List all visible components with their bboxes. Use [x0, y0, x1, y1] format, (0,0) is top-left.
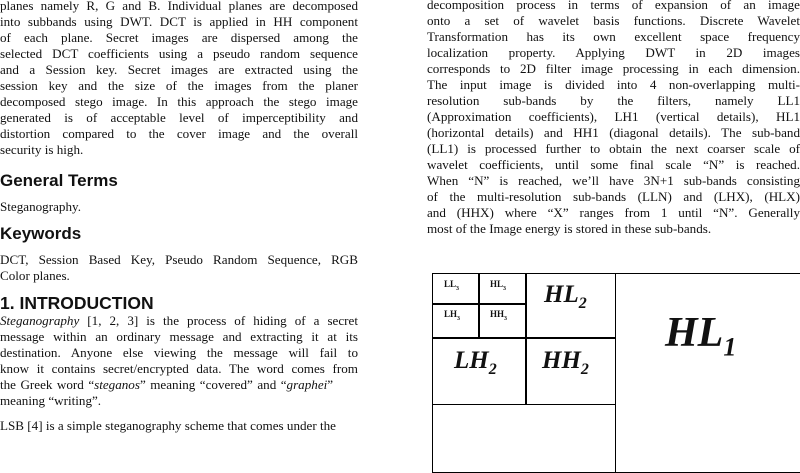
greek-word: steganos [94, 377, 140, 392]
text-line: meaning “writing”. [0, 393, 102, 408]
text-line: corresponds to 2D filter image processing in each dimension. [427, 61, 800, 76]
text-line: Transformation has its own excellent space frequency [427, 29, 800, 44]
text-line: (Approximation coefficients), LH1 (vertical details), HL1 [427, 109, 800, 124]
hh2-label: $HH_2$ [542, 347, 589, 378]
general-terms-text: Steganography. [0, 199, 81, 214]
text-line: distortion compared to the cover image and the overall [0, 126, 358, 141]
text-line: onto a set of wavelet basis functions. Discrete Wavelet [427, 13, 800, 28]
text-line: decomposition process in terms of expansion of an image [427, 0, 800, 12]
dwt-text [427, 0, 800, 237]
level2-bottom-border [432, 273, 616, 405]
left-column [0, 0, 358, 434]
text-line: resolution sub-bands by the filters, namely LL1 [427, 93, 800, 108]
text-line: wavelet coefficients, until some final scale “N” is reached. [427, 157, 800, 172]
hl2-label: $HL_2$ [544, 281, 587, 312]
text-line: security is high. [0, 142, 84, 157]
text-line: When “N” is reached, we’ll have 3N+1 sub-bands consisting [427, 173, 800, 188]
text-line: The input image is divided into 4 non-overlapping multi- [427, 77, 800, 92]
text-fragment: ” meaning “covered” and “ [139, 377, 287, 392]
text-line: LSB [4] is a simple steganography scheme that comes under the [0, 418, 336, 433]
hl3-label: $HL_3$ [490, 279, 507, 292]
text-line [0, 313, 358, 329]
text-line: session key and the size of the images from the planer [0, 78, 358, 93]
text-line: DCT, Session Based Key, Pseudo Random Sequence, RGB [0, 252, 358, 267]
text-line: planes namely R, G and B. Individual planes are decomposed [0, 0, 358, 13]
text-line: Color planes. [0, 268, 70, 283]
abstract-text [0, 0, 358, 158]
text-fragment: the Greek word “ [0, 377, 95, 392]
text-line: selected DCT coefficients using a pseudo random sequence [0, 46, 358, 61]
text-line: (horizontal details) and HH1 (diagonal details). The sub-band [427, 125, 800, 140]
keywords-text [0, 252, 358, 284]
keywords-heading: Keywords [0, 224, 82, 243]
ll3-label: $LL_3$ [444, 279, 460, 292]
text-line: of the multi-resolution sub-bands (LLN) and (LHX), (HLX) [427, 189, 800, 204]
level2-horizontal-divider [432, 337, 616, 339]
text-line: generated is of acceptable level of imperceptibility and [0, 110, 358, 125]
text-line: into subbands using DWT. DCT is applied in HH component [0, 14, 358, 29]
introduction-heading: 1. INTRODUCTION [0, 293, 154, 313]
level2-vertical-divider [525, 273, 527, 405]
text-line: know it contains secret/encrypted data. The word comes from [0, 361, 358, 376]
dwt-decomposition-figure [432, 273, 800, 473]
lh2-label: $LH_2$ [454, 347, 497, 378]
text-fragment: [1, 2, 3] is the process of hiding of a secret [79, 313, 358, 328]
introduction-text [0, 313, 358, 434]
text-line: and (HHX) where “X” ranges from 1 until “N”. Generally [427, 205, 800, 220]
hl1-label: $HL_1$ [665, 310, 737, 362]
lh3-label: $LH_3$ [444, 309, 461, 322]
text-fragment: ” [327, 377, 334, 392]
text-line: destination. Anyone else viewing the message will fail to [0, 345, 358, 360]
general-terms-heading: General Terms [0, 171, 118, 190]
right-column [427, 0, 800, 237]
text-line: decomposed stego image. In this approach the stego image [0, 94, 358, 109]
text-line: and a Session key. Secret images are extracted using the [0, 62, 358, 77]
level3-vertical-divider [478, 273, 480, 337]
hh3-label: $HH_3$ [490, 309, 508, 322]
text-line: (LL1) is processed further to obtain the next coarser scale of [427, 141, 800, 156]
greek-word: graphei [286, 377, 328, 392]
text-line: localization property. Applying DWT in 2D images [427, 45, 800, 60]
text-line: of each plane. Secret images are dispersed among the [0, 30, 358, 45]
steganography-term: Steganography [0, 313, 80, 328]
level3-horizontal-divider [432, 303, 526, 305]
text-line: message within an ordinary message and extracting it at its [0, 329, 358, 344]
hl1-cell [615, 273, 800, 473]
text-line: most of the Image energy is stored in these sub-bands. [427, 221, 712, 236]
text-line [0, 377, 358, 393]
